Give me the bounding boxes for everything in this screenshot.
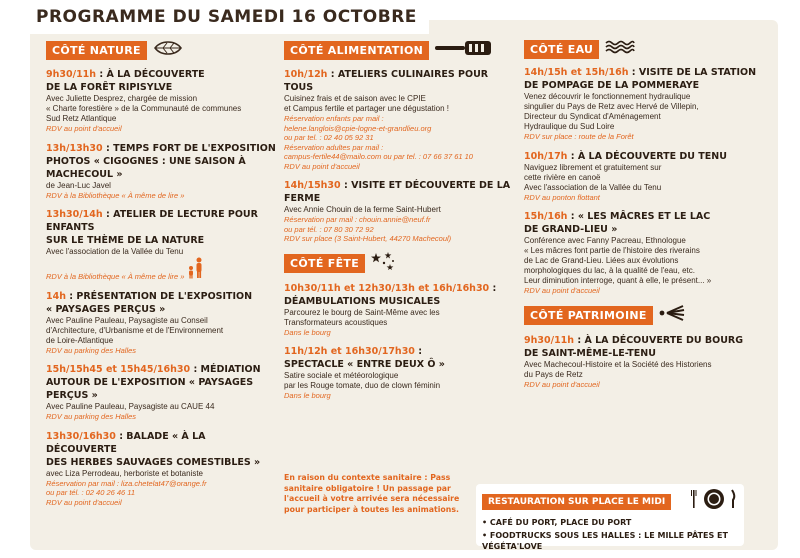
notice-line: sanitaire obligatoire ! Un passage par [284,483,451,493]
event-location: RDV au parking des Halles [46,412,137,421]
event-time: 11h/12h et 16h30/17h30 [284,346,415,357]
event-reservation: ou par tel. : 02 40 05 92 31 [284,133,374,142]
event-desc: du Pays de Retz [524,369,583,379]
event-title: : [489,282,497,294]
event-title: : « LES MÂCRES ET LE LAC [567,211,711,222]
event-title: DE POMPAGE DE LA POMMERAYE [524,80,700,91]
event-desc: Transformateurs acoustiques [284,317,388,327]
event-title: SUR LE THÈME DE LA NATURE [46,235,205,246]
restauration-header [482,488,738,515]
event-reservation: ou par tél. : 07 80 30 72 92 [284,224,374,234]
event-desc: « Charte forestière » de la Communauté de communes [46,104,242,113]
restauration-label: RESTAURATION SUR PLACE LE MIDI [482,494,671,510]
event-title: SPECTACLE « ENTRE DEUX Ô » [284,359,445,370]
event-desc: Satire sociale et météorologique [284,371,399,380]
event-desc: Avec l'association de la Vallée du Tenu [524,182,662,192]
event-location: RDV au point d'accueil [524,286,600,295]
column-alimentation-fete [284,40,514,409]
event-desc: par les Rouge tomate, duo de clown féminin [284,381,441,390]
event-title: : ATELIERS CULINAIRES POUR TOUS [284,69,489,93]
family-icon [187,257,205,282]
restauration-item: • FOODTRUCKS SOUS LES HALLES : LE MILLE PÂTES ET VÉGÉTA'LOVE [482,531,728,551]
event-reservation: Réservation par mail : chouin.annie@neuf.fr [284,215,431,224]
event-location: RDV sur place (3 Saint-Hubert, 44270 Machecoul) [284,234,452,243]
event-alimentation-1 [284,179,514,244]
event-location: RDV au point d'accueil [284,161,360,171]
event-time: 13h30/16h30 [46,430,116,442]
event-desc: Leur diminution interroge, quant à elle, le présent... » [524,276,712,285]
event-time: 9h30/11h [524,334,575,346]
leaf-icon [153,40,183,61]
event-title: : À LA DÉCOUVERTE [96,69,205,80]
event-desc: cette rivière en canoë [524,172,601,182]
event-title: « PAYSAGES PERÇUS » [46,303,166,315]
event-desc: Venez découvrir le fonctionnement hydraulique [524,92,691,101]
event-fete-1 [284,345,514,401]
column-eau-patrimoine [524,40,774,397]
event-title: AUTOUR DE L'EXPOSITION « PAYSAGES PERÇUS » [46,377,254,401]
section-label-patrimoine: CÔTÉ PATRIMOINE [524,306,653,325]
event-location: RDV au point d'accueil [524,379,600,389]
event-title: PHOTOS « CIGOGNES : UNE SAISON À MACHECOUL » [46,155,246,180]
event-title: : ATELIER DE LECTURE POUR ENFANTS [46,209,258,233]
section-label-nature: CÔTÉ NATURE [46,41,147,60]
stars-icon [371,252,397,275]
page-title: PROGRAMME DU SAMEDI 16 OCTOBRE [26,4,429,34]
event-title: : TEMPS FORT DE L'EXPOSITION [102,142,276,154]
event-desc: Avec Pauline Pauleau, Paysagiste au Conseil [46,315,208,325]
event-location: Dans le bourg [284,391,331,400]
event-title: DES HERBES SAUVAGES COMESTIBLES » [46,456,261,468]
event-time: 13h/13h30 [46,142,103,154]
plate-icon [690,488,738,515]
event-time: 15h/16h [524,211,568,222]
event-fete-0 [284,282,514,338]
section-header-alimentation [284,40,514,61]
event-title: : MÉDIATION [190,364,261,375]
event-desc: Hydraulique du Sud Loire [524,122,615,131]
event-eau-0 [524,66,774,142]
event-location: RDV sur place : route de la Forêt [524,132,634,141]
event-title: : [414,346,423,357]
section-header-eau [524,40,774,59]
waves-icon [605,40,635,59]
event-nature-4 [46,363,276,422]
section-header-patrimoine [524,304,774,327]
event-desc: « Les mâcres font partie de l'histoire des riverains [524,246,700,255]
event-reservation: ou par tél. : 02 40 26 46 11 [46,488,136,497]
event-title: : VISITE ET DÉCOUVERTE DE LA FERME [284,180,511,204]
event-desc: Conférence avec Fanny Pacreau, Ethnologue [524,236,686,245]
event-nature-1 [46,142,276,201]
event-desc: d'Architecture, d'Urbanisme et de l'Environnement [46,325,224,335]
notice-line: pour participer à toutes les animations. [284,504,459,514]
event-nature-5 [46,430,276,508]
section-label-fete: CÔTÉ FÊTE [284,254,365,273]
event-reservation: Réservation par mail : liza.chetelat47@orange.fr [46,478,207,488]
notice-line: En raison du contexte sanitaire : Pass [284,473,451,482]
event-desc: Avec Machecoul-Histoire et la Société des Historiens [524,359,712,369]
restauration-box [476,484,744,551]
restauration-item: • CAFÉ DU PORT, PLACE DU PORT [482,518,632,527]
event-time: 14h/15h30 [284,180,341,191]
event-desc: Avec Pauline Pauleau, Paysagiste au CAUE 44 [46,402,215,411]
event-reservation: Réservation adultes par mail : [284,142,384,152]
event-eau-1 [524,150,774,203]
event-time: 10h/17h [524,150,568,162]
event-time: 9h30/11h [46,69,97,80]
event-desc: Sud Retz Atlantique [46,114,117,123]
section-label-eau: CÔTÉ EAU [524,40,599,59]
event-title: DE SAINT-MÊME-LE-TENU [524,347,656,359]
event-nature-0 [46,68,276,134]
event-desc: Avec Annie Chouin de la ferme Saint-Hubert [284,205,441,214]
event-location: RDV au point d'accueil [46,497,122,507]
event-desc: morphologiques du lac, à la qualité de l'eau, etc. [524,266,695,275]
event-desc: Avec l'association de la Vallée du Tenu [46,247,184,256]
event-location: Dans le bourg [284,327,331,337]
section-label-alimentation: CÔTÉ ALIMENTATION [284,41,429,60]
event-location: RDV au ponton flottant [524,192,600,202]
event-time: 14h/15h et 15h/16h [524,67,629,78]
event-desc: singulier du Pays de Retz avec Hervé de Villepin, [524,102,699,111]
event-reservation: campus-fertile44@mailo.com ou par tel. : 07 66 37 61 10 [284,152,473,161]
event-patrimoine-0 [524,334,774,390]
event-desc: Cuisinez frais et de saison avec le CPIE [284,94,426,103]
event-title: : BALADE « À LA DÉCOUVERTE [46,430,206,455]
event-time: 13h30/14h [46,209,103,220]
event-desc: Naviguez librement et gratuitement sur [524,162,662,172]
event-title: : À LA DÉCOUVERTE DU TENU [567,150,727,162]
event-time: 14h [46,290,66,302]
event-location: RDV au point d'accueil [46,124,122,133]
spatula-icon [435,40,495,61]
event-time: 10h30/11h et 12h30/13h et 16h/16h30 [284,282,490,294]
event-desc: de Loire-Atlantique [46,335,114,345]
event-reservation: helene.langlois@cpie-logne-et-grandlieu.org [284,123,432,133]
event-alimentation-0 [284,68,514,171]
event-title: : À LA DÉCOUVERTE DU BOURG [574,334,744,346]
event-title: : PRÉSENTATION DE L'EXPOSITION [65,290,253,302]
event-reservation: Réservation enfants par mail : [284,114,384,123]
event-title: : VISITE DE LA STATION [628,67,757,78]
event-desc: Avec Juliette Desprez, chargée de mission [46,94,198,103]
event-time: 15h/15h45 et 15h45/16h30 [46,364,191,375]
event-location: RDV à la Bibliothèque « À même de lire » [46,190,185,200]
notice-line: l'accueil à votre arrivée sera nécessaire [284,494,460,503]
event-desc: et Campus fertile et partager une dégustation ! [284,104,449,113]
event-title: DE LA FORÊT RIPISYLVE [46,82,173,93]
column-nature [46,40,276,515]
event-location: RDV au parking des Halles [46,345,137,355]
spray-icon [659,304,685,327]
event-title: DE GRAND-LIEU » [524,224,618,235]
event-nature-3 [46,290,276,356]
event-desc: avec Liza Perrodeau, herboriste et botaniste [46,468,203,478]
section-header-nature [46,40,276,61]
event-location: RDV à la Bibliothèque « À même de lire » [46,272,185,281]
event-desc: de Jean-Luc Javel [46,180,111,190]
event-time: 10h/12h [284,69,328,80]
sanitary-notice [284,473,464,515]
section-header-fete [284,252,514,275]
event-eau-2 [524,210,774,296]
event-desc: Directeur du Syndicat d'Aménagement [524,112,661,121]
event-title: DÉAMBULATIONS MUSICALES [284,295,441,307]
event-nature-2 [46,208,276,282]
event-desc: de Lac de Grand-Lieu. Liées aux évolutions [524,256,679,265]
event-desc: Parcourez le bourg de Saint-Même avec les [284,307,440,317]
